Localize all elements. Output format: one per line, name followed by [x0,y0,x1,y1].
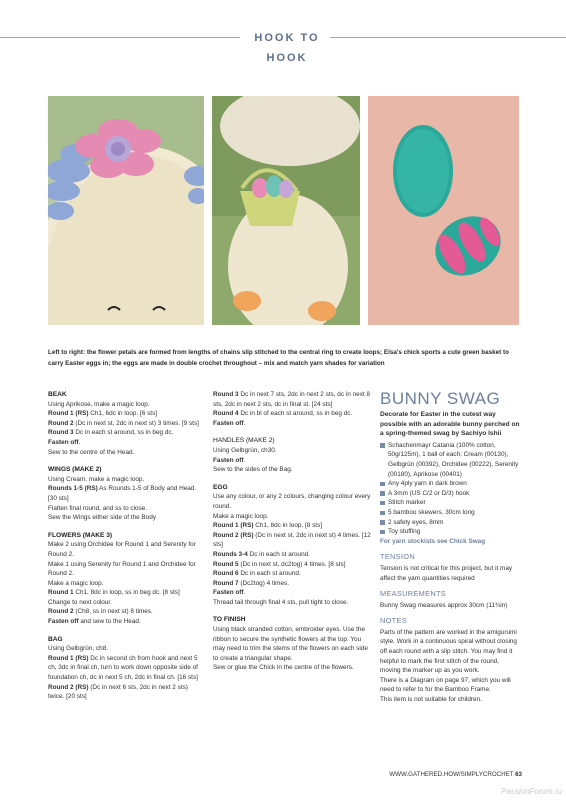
handles-step: Using Gelbgrün, ch30. [213,446,277,454]
notes-text: This item is not suitable for children. [380,696,482,704]
tension-heading: TENSION [380,552,415,562]
egg-round-6: Round 6 Dc in each st around. [213,570,301,578]
flowers-step: Change to next colour. [48,598,112,606]
materials-item: Schachenmayr Catania (100% cotton, 50g/125m), 1 ball of each: Cream (00130), Gelbgrün (00392), Orchidee (00222), Serenity (00180), Aprikose (00401) [380,441,520,479]
photo-chick-flower [48,96,204,325]
section-header [0,28,566,64]
tension-text: Tension is not critical for this project, but it may affect the yarn quantities required [380,564,513,582]
egg-step: Use any colour, or any 2 colours, changing colour every round. [213,493,371,510]
header-rule-right [330,37,566,38]
beak-sew: Sew to the centre of the Head. [48,448,135,456]
beak-round-3: Round 3 Dc in each st around, ss in beg dc. [48,429,174,437]
column-3 [380,390,520,705]
materials-list [380,441,520,537]
materials-item: Stitch marker [380,498,520,508]
materials-item: 2 safety eyes, 8mm [380,518,520,528]
handles-fasten: Fasten off. [213,456,246,464]
wings-rounds: Rounds 1-5 (RS) As Rounds 1-5 of Body and Head. [30 sts] [48,485,197,502]
flowers-step: Make 1 using Serenity for Round 1 and Orchidee for Round 2. [48,560,196,578]
egg-heading: EGG [213,483,228,491]
beak-step: Using Aprikose, make a magic loop. [48,400,150,408]
handles-heading: HANDLES (MAKE 2) [213,437,275,445]
stockist-note: For yarn stockists see Chick Swag [380,537,486,545]
notes-text: Parts of the pattern are worked in the amigurumi style. Work in a continuous spiral without closing off each round with a slip stitch. You may find it helpful to mark the first stitch of the round, moving the marker up as you work. [380,628,517,675]
wings-step: Sew the Wings either side of the Body [48,514,156,522]
materials-item: Toy stuffing [380,527,520,537]
bag-round-1: Round 1 (RS) Dc in second ch from hook and next 5 ch, 3dc in final ch, turn to work down opposite side of foundation ch, dc in next 5 ch, 2dc in final ch. [16 sts] [48,654,198,682]
flowers-step: Make 2 using Orchidee for Round 1 and Serenity for Round 2. [48,541,196,558]
beak-round-2: Round 2 (Dc in next st, 2dc in next st) 3 times. [9 sts] [48,419,199,427]
beak-heading: BEAK [48,391,67,398]
pattern-title: BUNNY SWAG [380,389,501,408]
flowers-round-2: Round 2 (Ch8, ss in next st) 8 times. [48,608,153,616]
egg-round-1: Round 1 (RS) Ch1, 8dc in loop. [8 sts] [213,522,323,530]
wings-step: Flatten final round, and ss to close. [48,504,148,512]
header-rule-left [0,37,240,38]
egg-step: Thread tail through final 4 sts, pull tight to close. [213,598,349,606]
egg-fasten: Fasten off. [213,589,246,597]
measurements-text: Bunny Swag measures approx 30cm (11¾in) [380,601,508,609]
photo-crochet-eggs [368,96,519,325]
section-title: HOOK TO HOOK [254,32,320,64]
notes-heading: NOTES [380,616,407,626]
watermark: PassionForum.ru [501,787,562,796]
photo-chick-basket [212,96,360,325]
finish-step: Sew or glue the Chick in the centre of the flowers. [213,664,354,672]
flowers-round-1: Round 1 Ch1, 8dc in loop, ss in beg dc. [8 sts] [48,589,180,597]
pattern-intro: Decorate for Easter in the cutest way possible with an adorable bunny perched on a spring-themed swag by Sachiyo Ishii [380,411,520,438]
bag-round-3: Round 3 Dc in next 7 sts, 2dc in next 2 sts, dc in next 8 sts, 2dc in next 2 sts, dc in final st. [24 sts] [213,391,370,408]
finish-step: Using black stranded cotton, embroider eyes. Use the ribbon to secure the synthetic flowers at the top. You may need to trim the stems of the flowers on each side to create a triangular shape. [213,626,368,662]
bag-round-2: Round 2 (RS) (Dc in next 6 sts, 2dc in next 2 sts) twice. [20 sts] [48,683,188,701]
page-footer [380,771,522,778]
flowers-step: Make a magic loop. [48,579,104,587]
beak-round-1: Round 1 (RS) Ch1, 6dc in loop. [6 sts] [48,410,158,418]
wings-step: Using Cream, make a magic loop. [48,475,145,483]
page-number: 63 [515,771,522,778]
egg-round-2: Round 2 (RS) (Dc in next st, 2dc in next st) 4 times. [12 sts] [213,531,371,549]
materials-item: A 3mm (US C/2 or D/3) hook [380,489,520,499]
bag-fasten: Fasten off. [213,419,246,427]
flowers-heading: FLOWERS (MAKE 3) [48,531,113,539]
egg-rounds-3-4: Rounds 3-4 Dc in each st around. [213,550,310,558]
bag-round-4: Round 4 Dc in bl of each st around, ss in beg dc. [213,410,353,418]
finish-heading: TO FINISH [213,616,246,624]
materials-item: 5 bamboo skewers, 30cm long [380,508,520,518]
footer-url[interactable]: WWW.GATHERED.HOW/SIMPLYCROCHET [389,771,514,778]
egg-round-7: Round 7 (Dc2tog) 4 times. [213,579,289,587]
measurements-heading: MEASUREMENTS [380,589,447,599]
photo-caption: Left to right: the flower petals are formed from lengths of chains slip stitched to the central ring to create loops; Elsa's chick sports a cute green basket to carry Easter eggs in; the eggs are made in double crochet throughout – mix and match yarn shades for variation [48,349,509,367]
materials-item: Any 4ply yarn in dark brown [380,479,520,489]
egg-round-5: Round 5 (Dc in next st, dc2tog) 4 times. [8 sts] [213,560,346,568]
column-1 [48,390,204,702]
column-2 [213,390,371,673]
wings-heading: WINGS (MAKE 2) [48,466,102,474]
bag-step: Using Gelbgrün, ch8. [48,645,109,653]
notes-text: There is a Diagram on page 97, which you will need to refer to for the Bamboo Frame. [380,676,511,694]
flowers-fasten: Fasten off and sew to the Head. [48,618,141,626]
handles-step: Sew to the sides of the Bag. [213,466,293,474]
bag-heading: BAG [48,635,63,643]
beak-fasten: Fasten off. [48,438,81,446]
egg-step: Make a magic loop. [213,512,269,520]
